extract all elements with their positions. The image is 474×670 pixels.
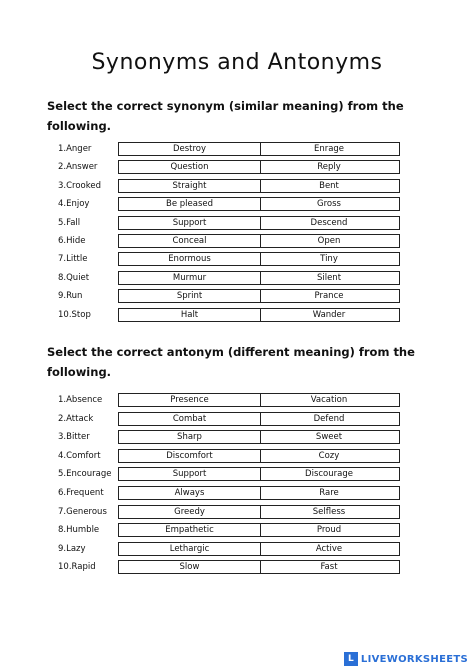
option-a[interactable]: Discomfort [118, 449, 261, 463]
synonyms-row [58, 308, 401, 322]
synonyms-row [58, 234, 401, 248]
option-a[interactable]: Sharp [118, 430, 261, 444]
word-label: 7.Generous [58, 506, 107, 517]
word-label: 10.Stop [58, 309, 91, 320]
option-a[interactable]: Greedy [118, 505, 261, 519]
word-label: 1.Anger [58, 144, 92, 154]
option-b[interactable]: Proud [259, 523, 400, 537]
antonyms-row [58, 560, 401, 574]
word-label: 3.Bitter [58, 432, 90, 443]
synonyms-row [58, 216, 401, 230]
word-label: 9.Run [58, 291, 83, 302]
word-label: 8.Quiet [58, 272, 90, 283]
option-a[interactable]: Be pleased [118, 197, 261, 211]
liveworksheets-logo [318, 648, 474, 670]
antonyms-row [58, 505, 401, 519]
option-a[interactable]: Sprint [118, 289, 261, 303]
option-b[interactable]: Reply [259, 160, 400, 174]
option-a[interactable]: Slow [118, 560, 261, 574]
option-b[interactable]: Fast [259, 560, 400, 574]
option-b[interactable]: Bent [259, 179, 400, 193]
word-label: 2.Answer [58, 162, 98, 173]
antonyms-row [58, 523, 401, 537]
option-a[interactable]: Always [118, 486, 261, 500]
option-b[interactable]: Active [259, 542, 400, 556]
option-b[interactable]: Sweet [259, 430, 400, 444]
option-b[interactable]: Silent [259, 271, 400, 285]
option-b[interactable]: Selfless [259, 505, 400, 519]
word-label: 1.Absence [58, 395, 103, 405]
synonyms-row [58, 160, 401, 174]
option-a[interactable]: Presence [118, 393, 261, 407]
option-b[interactable]: Gross [259, 197, 400, 211]
synonyms-row [58, 179, 401, 193]
option-b[interactable]: Discourage [259, 467, 400, 481]
antonyms-row [58, 449, 401, 463]
synonyms-row [58, 289, 401, 303]
option-b[interactable]: Descend [259, 216, 400, 230]
antonyms-row [58, 430, 401, 444]
option-a[interactable]: Conceal [118, 234, 261, 248]
option-a[interactable]: Empathetic [118, 523, 261, 537]
option-b[interactable]: Enrage [259, 142, 400, 156]
option-a[interactable]: Destroy [118, 142, 261, 156]
option-a[interactable]: Support [118, 216, 261, 230]
word-label: 3.Crooked [58, 180, 101, 191]
option-b[interactable]: Wander [259, 308, 400, 322]
page-title: Synonyms and Antonyms [91, 50, 383, 75]
liveworksheets-logo-icon: L [344, 652, 358, 666]
word-label: 6.Frequent [58, 488, 104, 498]
word-label: 4.Comfort [58, 450, 101, 461]
antonyms-row [58, 467, 401, 481]
liveworksheets-brand: LIVEWORKSHEETS [360, 653, 468, 665]
option-b[interactable]: Cozy [259, 449, 400, 463]
option-b[interactable]: Vacation [259, 393, 400, 407]
word-label: 2.Attack [58, 413, 94, 424]
option-b[interactable]: Rare [259, 486, 400, 500]
synonyms-row [58, 197, 401, 211]
option-b[interactable]: Defend [259, 412, 400, 426]
synonyms-row [58, 142, 401, 156]
option-b[interactable]: Open [259, 234, 400, 248]
option-a[interactable]: Halt [118, 308, 261, 322]
word-label: 5.Encourage [58, 469, 112, 480]
word-label: 4.Enjoy [58, 199, 90, 210]
word-label: 5.Fall [58, 217, 81, 228]
option-a[interactable]: Lethargic [118, 542, 261, 556]
word-label: 6.Hide [58, 236, 86, 246]
antonym-instruction: Select the correct antonym (different meaning) from the following. [47, 345, 415, 379]
option-a[interactable]: Murmur [118, 271, 261, 285]
option-b[interactable]: Tiny [259, 252, 400, 266]
option-a[interactable]: Question [118, 160, 261, 174]
antonyms-row [58, 393, 401, 407]
antonyms-row [58, 486, 401, 500]
antonyms-row [58, 542, 401, 556]
synonym-instruction: Select the correct synonym (similar meaning) from the following. [47, 99, 404, 133]
word-label: 7.Little [58, 254, 88, 265]
option-a[interactable]: Support [118, 467, 261, 481]
option-a[interactable]: Combat [118, 412, 261, 426]
option-b[interactable]: Prance [259, 289, 400, 303]
word-label: 8.Humble [58, 525, 100, 536]
word-label: 9.Lazy [58, 543, 86, 554]
option-a[interactable]: Straight [118, 179, 261, 193]
antonyms-row [58, 412, 401, 426]
synonyms-row [58, 271, 401, 285]
option-a[interactable]: Enormous [118, 252, 261, 266]
synonyms-row [58, 252, 401, 266]
word-label: 10.Rapid [58, 562, 96, 573]
